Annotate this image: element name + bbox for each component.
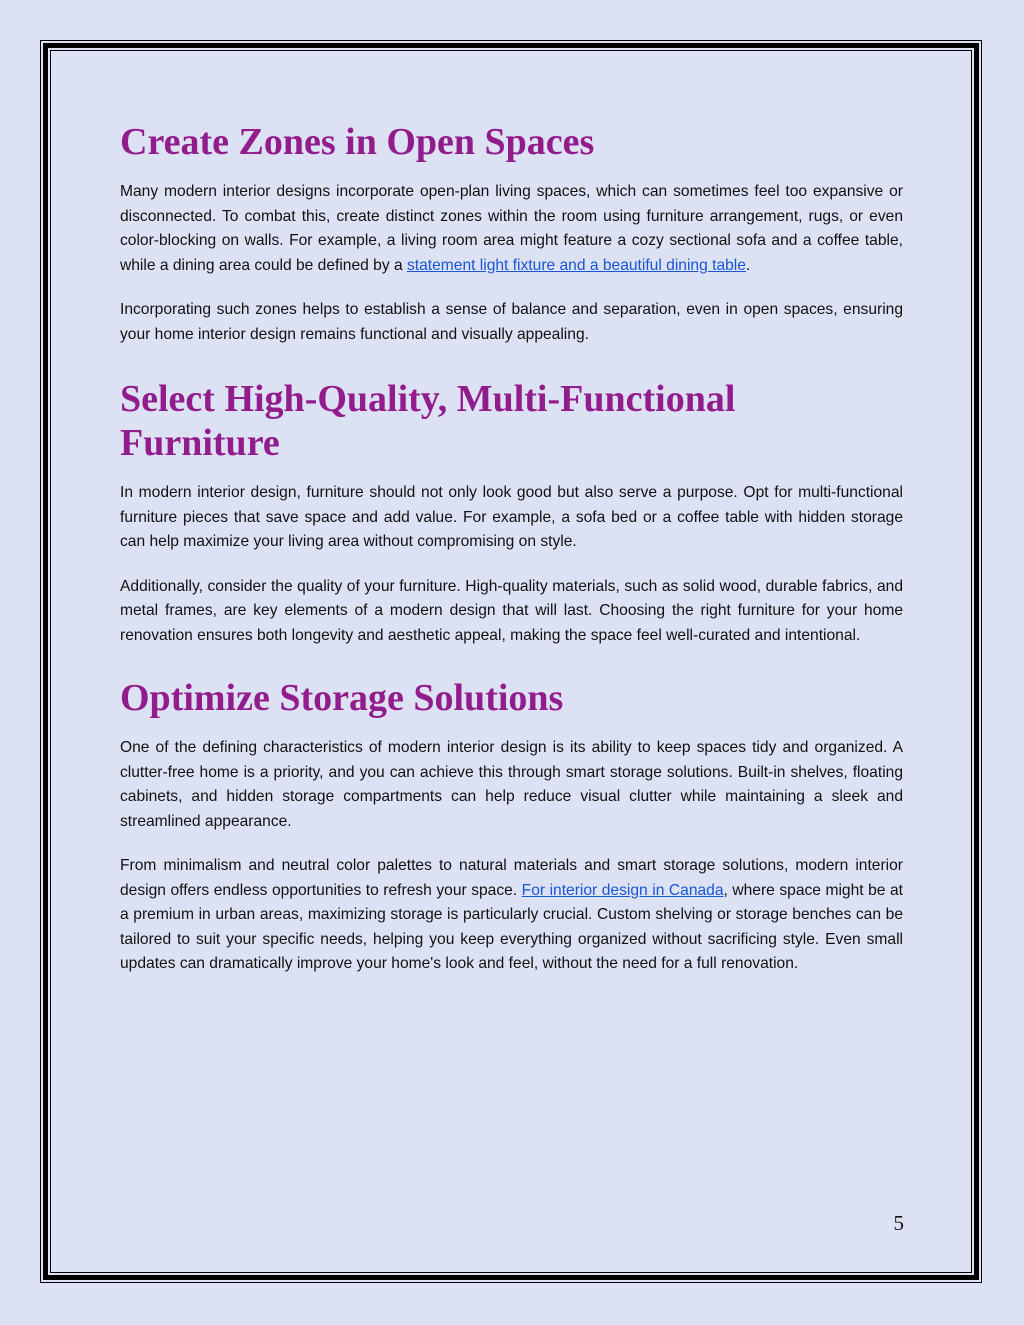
paragraph-text: Many modern interior designs incorporate open-plan living spaces, which can sometimes feel too expansive or disconnected. To combat this, create distinct zones within the room using furniture arrangement, rugs, or even color-blocking on walls. For example, a living room area might feature a cozy sectional sofa and a coffee table, while a dining area could be defined by a (120, 183, 903, 274)
link-interior-design-canada[interactable]: For interior design in Canada (521, 881, 724, 899)
paragraph: One of the defining characteristics of modern interior design is its ability to keep spaces tidy and organized. A clutter-free home is a priority, and you can achieve this through smart storage solutions. Built-in shelves, floating cabinets, and hidden storage compartments can help reduce visual clutter while maintaining a sleek and streamlined appearance. (120, 739, 903, 830)
paragraph (120, 180, 903, 278)
section-heading: Create Zones in Open Spaces (120, 121, 595, 163)
paragraph: Incorporating such zones helps to establish a sense of balance and separation, even in open spaces, ensuring your home interior design remains functional and visually appealing. (120, 301, 903, 343)
section-heading: Select High-Quality, Multi-Functional Furniture (120, 378, 736, 464)
link-statement-light-fixture[interactable]: statement light fixture and a beautiful dining table (406, 256, 746, 274)
section-furniture (120, 377, 903, 648)
page-number: 5 (893, 1211, 904, 1235)
paragraph: Additionally, consider the quality of your furniture. High-quality materials, such as solid wood, durable fabrics, and metal frames, are key elements of a modern design that will last. Choosing the right furniture for your home renovation ensures both longevity and aesthetic appeal, making the space feel well-curated and intentional. (120, 577, 903, 644)
section-storage (120, 676, 903, 977)
paragraph (120, 854, 903, 977)
paragraph-text: . (745, 256, 751, 274)
paragraph-text: , where space might be at a premium in urban areas, maximizing storage is particularly crucial. Custom shelving or storage benches can be tailored to suit your specific needs, helping you keep everything organized without sacrificing style. Even small updates can dramatically improve your home's look and feel, without the need for a full renovation. (120, 881, 903, 972)
page-content (120, 120, 903, 997)
section-create-zones (120, 120, 903, 347)
paragraph: In modern interior design, furniture should not only look good but also serve a purpose. Opt for multi-functional furniture pieces that save space and add value. For example, a sofa bed or a coffee table with hidden storage can help maximize your living area without compromising on style. (120, 484, 903, 550)
paragraph-text: From minimalism and neutral color palettes to natural materials and smart storage solutions, modern interior design offers endless opportunities to refresh your space. (120, 857, 903, 899)
section-heading: Optimize Storage Solutions (120, 677, 564, 719)
